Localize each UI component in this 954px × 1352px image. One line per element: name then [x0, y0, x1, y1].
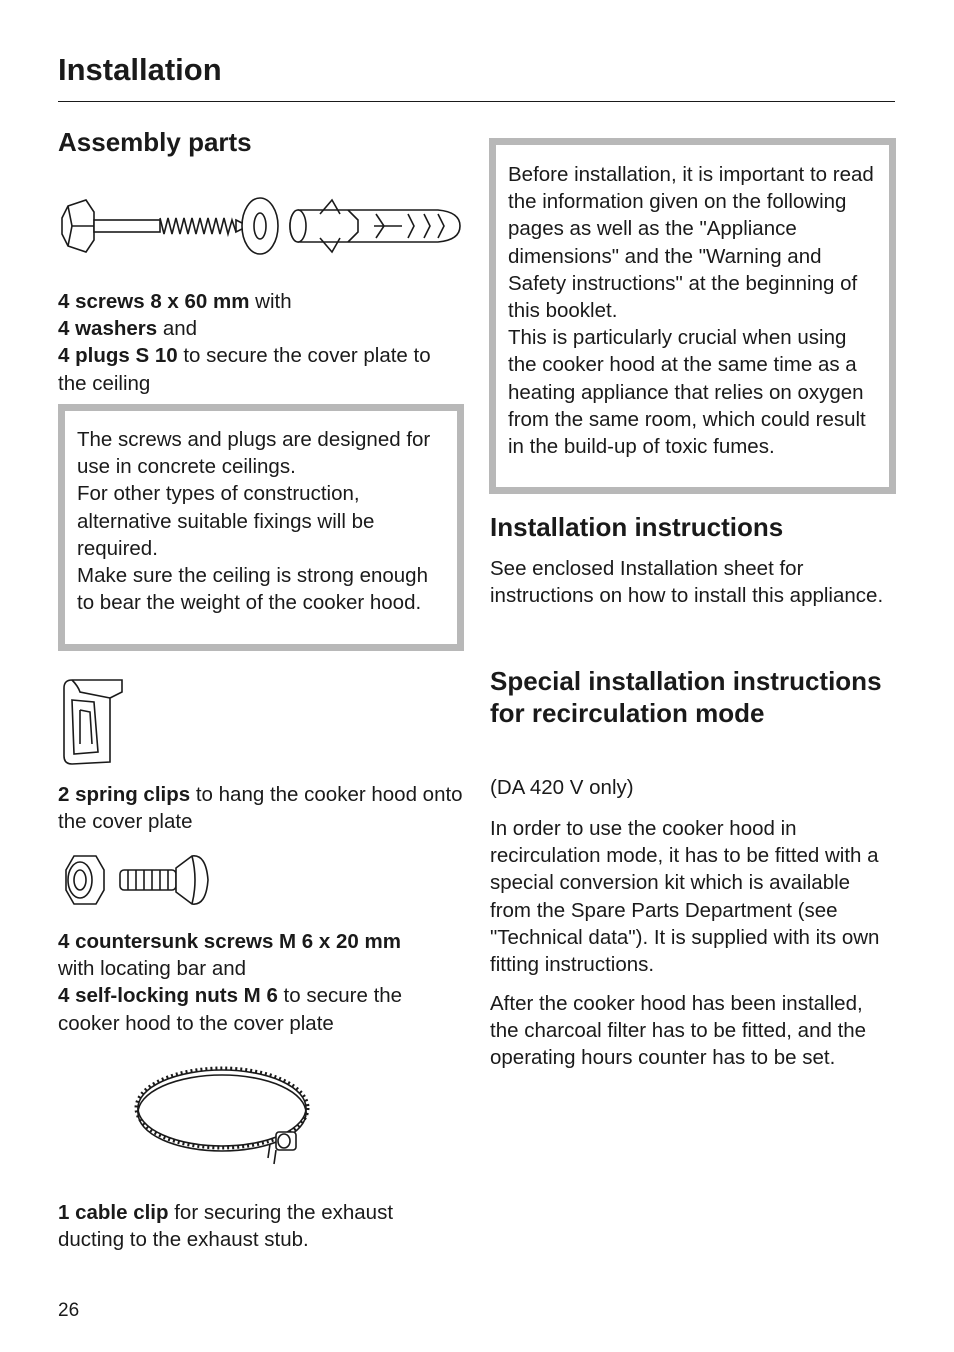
recirculation-paragraph-1: In order to use the cooker hood in recirculation mode, it has to be fitted with a special conversion kit which is available from the Spare Parts Department (see "Technical data"). It is supplied with its own fitting instructions. [490, 817, 880, 977]
model-note: (DA 420 V only) [490, 776, 634, 799]
washer-inner [254, 213, 266, 239]
special-installation-heading: Special installation instructions for recirculation mode [490, 666, 882, 728]
countersunk-text: with locating bar and [58, 957, 247, 981]
washers-text: and [157, 317, 198, 341]
page-number: 26 [58, 1300, 80, 1321]
note-line-3: Make sure the ceiling is strong enough to bear the weight of the cooker hood. [77, 564, 428, 615]
screws-label: 4 screws 8 x 60 mm [58, 290, 250, 313]
cable-clip-description [58, 1199, 463, 1253]
washers-label: 4 washers [58, 317, 158, 341]
warning-box [489, 138, 896, 494]
installation-instructions-text: See enclosed Installation sheet for instructions on how to install this appliance. [490, 557, 884, 608]
cable-clip-label: 1 cable clip [58, 1201, 169, 1224]
ceiling-note-box [58, 404, 464, 651]
spring-clips-label: 2 spring clips [58, 783, 191, 806]
plugs-text: to secure the cover plate to the ceiling [58, 344, 431, 395]
screw-washer-plug-illustration [58, 192, 463, 262]
note-line-2: For other types of construction, alternative suitable fixings will be required. [77, 482, 375, 560]
assembly-parts-heading: Assembly parts [58, 127, 252, 157]
screws-description [58, 288, 463, 397]
recirculation-paragraph-2: After the cooker hood has been installed, the charcoal filter has to be fitted, and the operating hours counter has to be set. [490, 992, 867, 1070]
spring-clips-text: to hang the cooker hood onto the cover plate [58, 783, 463, 834]
screws-text: with [249, 290, 292, 313]
header-rule [58, 101, 895, 102]
page-title: Installation [58, 52, 222, 87]
warning-paragraph-1: Before installation, it is important to read the information given on the following pages as well as the "Appliance dimensions" and the "Warning and Safety instructions" at the beginning of this booklet. [508, 163, 874, 323]
note-line-1: The screws and plugs are designed for use in concrete ceilings. [77, 428, 431, 479]
nuts-text: to secure the cooker hood to the cover plate [58, 984, 403, 1035]
nuts-label: 4 self-locking nuts M 6 [58, 984, 278, 1008]
spring-clips-description [58, 781, 463, 835]
cable-clip-text: for securing the exhaust ducting to the exhaust stub. [58, 1201, 394, 1252]
spring-clip-illustration [58, 674, 138, 770]
screw-thread-shape [160, 218, 236, 234]
countersunk-label: 4 countersunk screws M 6 x 20 mm [58, 930, 401, 953]
warning-paragraph-2: This is particularly crucial when using the cooker hood at the same time as a heating appliance that relies on oxygen from the same room, which could result in the build-up of toxic fumes. [508, 326, 866, 459]
screw-shank-shape [94, 220, 160, 232]
countersunk-description [58, 928, 463, 1037]
cable-clip-illustration [130, 1058, 320, 1168]
plugs-label: 4 plugs S 10 [58, 344, 178, 368]
installation-instructions-heading: Installation instructions [490, 512, 784, 542]
countersunk-screw-nut-illustration [58, 850, 218, 910]
